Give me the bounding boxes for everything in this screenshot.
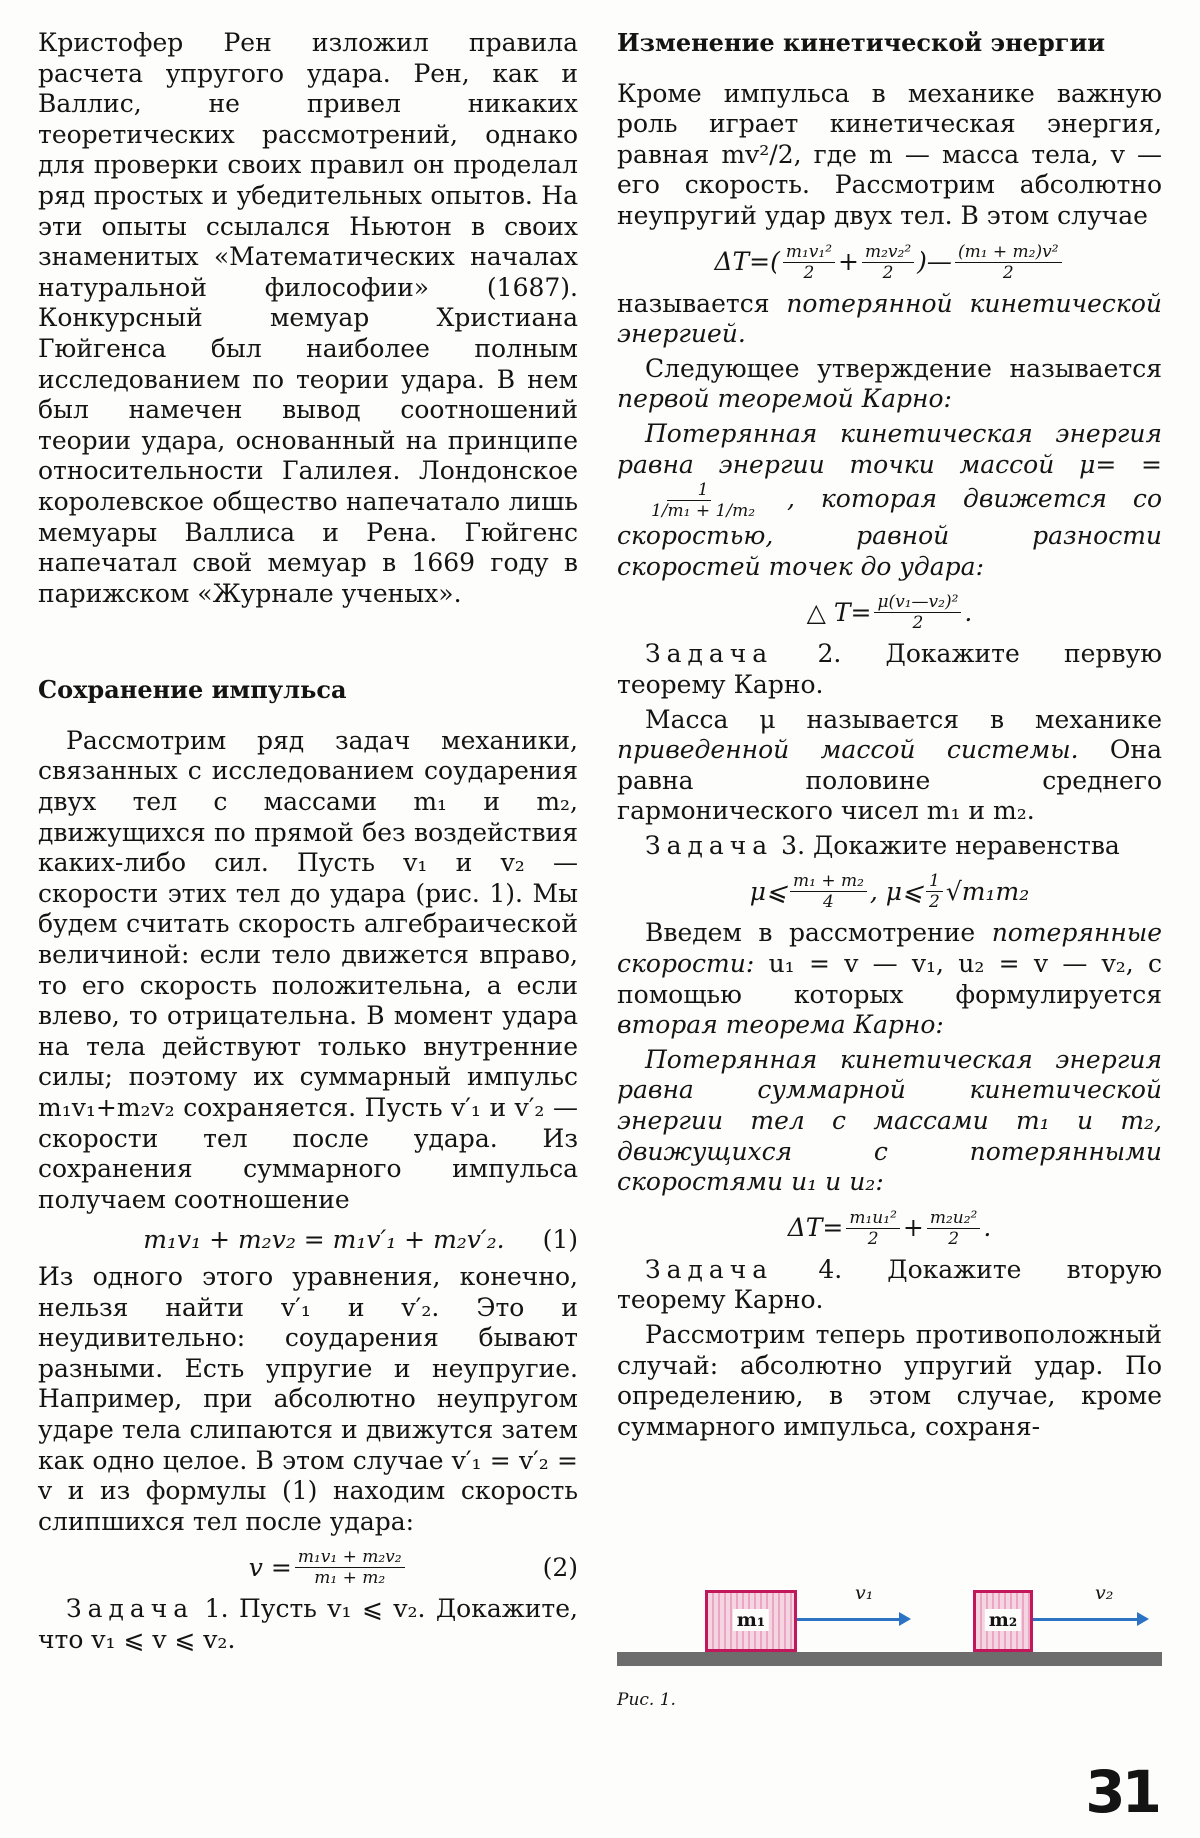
equation-2-lhs: v = [248,1552,292,1582]
theorem-1-eq: = [1141,449,1162,479]
equation-2-fraction [295,1547,405,1588]
theorem-1-den: 1/m₁ + 1/m₂ [651,501,756,522]
task-3-word: Задача [645,830,774,860]
page-number: 31 [1085,1758,1158,1826]
equation-1 [38,1225,578,1256]
ground-surface [617,1652,1162,1666]
equation-u-fraction-1 [846,1208,900,1249]
equation-1-number: (1) [542,1225,578,1255]
equation-u-lhs: ΔT= [787,1213,844,1243]
inequality-c: √m₁m₂ [945,876,1030,906]
inequality-fraction-1 [790,871,867,912]
task-1-text: 1. Пусть v₁ ⩽ v₂. Докажите, что v₁ ⩽ v ⩽ v₂. [38,1594,578,1654]
equation-2-numerator: m₁v₁ + m₂v₂ [295,1547,405,1568]
equation-2 [38,1547,578,1588]
p2-pre: называется [617,288,787,318]
theorem-1-fraction [620,480,758,521]
p5-pre: Введем в рассмотрение [645,918,992,948]
equation-lost-energy-lhs: ΔT=( [714,246,780,276]
fraction-2 [862,242,914,283]
fraction-1-den: 2 [803,262,815,283]
task-1 [38,1594,578,1655]
left-paragraph-1: Кристофер Рен изложил правила расчета упругого удара. Рен, как и Валлис, не привел никаких теоретических рассмотрений, однако для проверки своих правил он проделал ряд простых и убедительных опытов. На эти опыты ссылался Ньютон в своих знаменитых «Математических началах натуральной философии» (1687). Конкурсный мемуар Христиана Гюйгенса был наиболее полным исследованием по теории удара. В нем был намечен вывод соотношений теории удара, основанный на принципе относительности Галилея. Лондонское королевское общество напечатало лишь мемуары Валлиса и Рена. Гюйгенс напечатал свой мемуар в 1669 году в парижском «Журнале ученых». [38,28,578,608]
inequality-den-2: 2 [929,892,940,913]
fraction-1-num: m₁v₁² [783,242,835,263]
theorem-1 [617,419,1162,582]
fraction-3-den: 2 [1002,262,1014,283]
equation-mu-lhs: △ T= [806,597,872,627]
equation-mu-fraction [874,592,961,633]
inequality-fraction-2 [926,871,943,912]
inequality-num-1: m₁ + m₂ [790,871,867,892]
equation-mu [617,592,1162,633]
p4-italic: приведенной массой системы. [617,735,1079,765]
fraction-3 [955,242,1062,283]
block-m1 [705,1590,797,1652]
p3-italic: первой теоремой Карно: [617,384,952,414]
equation-u-den-1: 2 [867,1228,879,1249]
task-2-word: Задача [645,639,774,669]
right-paragraph-2 [617,289,1162,350]
p3-pre: Следующее утверждение называется [645,353,1162,383]
theorem-1-a: Потерянная кинетическая энергия равна энергии точки массой μ= [617,418,1162,479]
inequality-a: μ⩽ [749,876,787,906]
equation-mu-num: μ(v₁—v₂)² [874,592,961,613]
equation-lost-energy [617,242,1162,283]
block-m2-label: m₂ [985,1609,1021,1631]
right-paragraph-3 [617,354,1162,415]
task-2-text: 2. Докажите первую теорему Карно. [617,639,1163,699]
right-paragraph-4 [617,705,1162,827]
inequality-den-1: 4 [823,892,834,913]
inequality-b: , μ⩽ [869,876,923,906]
arrow-v2 [1033,1618,1139,1621]
task-4-text: 4. Докажите вторую теорему Карно. [617,1254,1163,1315]
task-3-text: 3. Докажите неравенства [781,830,1120,860]
figure-collision [617,1582,1162,1687]
task-4-word: Задача [645,1254,774,1284]
block-m1-label: m₁ [733,1609,769,1631]
arrow-v1 [797,1618,901,1621]
theorem-1-num: 1 [667,480,712,501]
p4-post: Она равна половине среднего гармонического чисел m₁ и m₂. [617,735,1162,826]
theorem-1-b: , которая движется со скоростью, равной разности скоростей точек до удара: [617,484,1162,581]
equation-u-num-2: m₂u₂² [927,1208,981,1229]
fraction-2-num: m₂v₂² [862,242,914,263]
equation-mu-dot: . [964,597,973,627]
inequalities [617,871,1162,912]
fraction-2-den: 2 [882,262,894,283]
equation-u-num-1: m₁u₁² [846,1208,900,1229]
equation-1-body: m₁v₁ + m₂v₂ = m₁v′₁ + m₂v′₂. [143,1225,505,1255]
section-heading-energy: Изменение кинетической энергии [617,28,1106,57]
label-v2: v₂ [1095,1582,1114,1604]
right-paragraph-1: Кроме импульса в механике важную роль играет кинетическая энергия, равная mv²/2, где m — масса тела, v — его скорость. Рассмотрим абсолютно неупругий удар двух тел. В этом случае [617,78,1162,230]
right-column [617,28,1162,1446]
theorem-2: Потерянная кинетическая энергия равна суммарной кинетической энергии тел с массами m₁ и m₂, движущихся с потерянными скоростями u₁ и u₂: [617,1044,1162,1197]
p5-italic-2: вторая теорема Карно: [617,1010,944,1040]
equation-u-den-2: 2 [948,1228,960,1249]
equation-u-dot: . [983,1213,992,1243]
section-heading-momentum: Сохранение импульса [38,675,347,705]
plus-sign: + [838,246,859,276]
task-4 [617,1255,1162,1316]
figure-caption: Рис. 1. [617,1690,676,1710]
task-2 [617,639,1162,700]
task-1-word: Задача [66,1594,195,1624]
equation-mu-den: 2 [912,613,924,634]
p5-italic-1: потерянные скорости: [617,918,1162,979]
fraction-1 [783,242,835,283]
left-paragraph-2: Рассмотрим ряд задач механики, связанных с исследованием соударения двух тел с массами m₁ и m₂, движущихся по прямой без воздействия каких-либо сил. Пусть v₁ и v₂ — скорости этих тел до удара (рис. 1). Мы будем считать скорость алгебраической величиной: если тело движется вправо, то его скорость положительна, а если влево, то отрицательна. В момент удара на тела действуют только внутренние силы; поэтому их суммарный импульс m₁v₁+m₂v₂ сохраняется. Пусть v′₁ и v′₂ — скорости тел после удара. Из сохранения суммарного импульса получаем соотношение [38,725,578,1214]
left-column [38,28,578,1660]
equation-2-denominator: m₁ + m₂ [314,1568,386,1589]
label-v1: v₁ [855,1582,874,1604]
inequality-num-2: 1 [926,871,943,892]
equation-u-plus: + [902,1213,924,1243]
equation-lost-velocities [617,1208,1162,1249]
equation-u-fraction-2 [927,1208,981,1249]
left-paragraph-3: Из одного этого уравнения, конечно, нельзя найти v′₁ и v′₂. Это и неудивительно: соударения бывают разными. Есть упругие и неупругие. Например, при абсолютно неупругом ударе тела слипаются и движутся затем как одно целое. В этом случае v′₁ = v′₂ = v и из формулы (1) находим скорость слипшихся тел после удара: [38,1261,578,1536]
right-paragraph-6: Рассмотрим теперь противоположный случай: абсолютно упругий удар. По определению, в этом случае, кроме суммарного импульса, сохраня- [617,1320,1162,1441]
close-paren: )— [917,246,952,276]
block-m2 [973,1590,1033,1652]
fraction-3-num: (m₁ + m₂)v² [955,242,1062,263]
p5-mid: u₁ = v — v₁, u₂ = v — v₂, с помощью которых формулируется [617,949,1162,1009]
task-3 [617,831,1162,862]
p2-italic: потерянной кинетической энергией. [617,288,1162,349]
equation-2-number: (2) [542,1552,578,1582]
right-paragraph-5 [617,918,1162,1040]
p4-pre: Масса μ называется в механике [645,704,1162,734]
